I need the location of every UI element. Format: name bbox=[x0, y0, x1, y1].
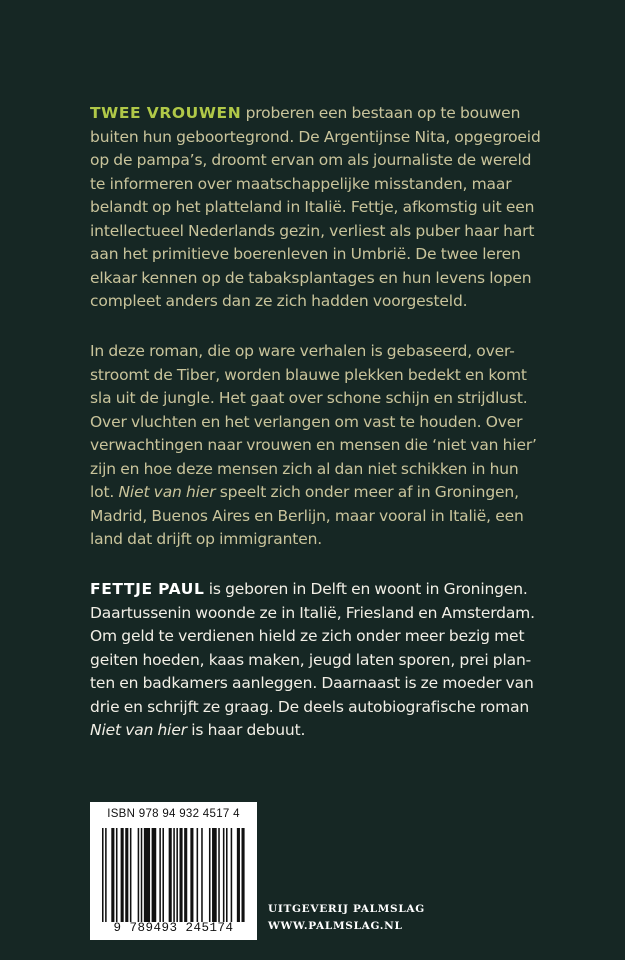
description-paragraph: TWEE VROUWEN proberen een bestaan op te bouwen buiten hun geboortegrond. De Argentijnse Nita, opgegroeid op de pampa’s, droomt ervan om als journaliste de wereld te informeren over maatschappelijke misstanden, maar belandt op het platteland in Italië. Fettje, afkomstig uit een intellectueel Nederlands gezin, verliest als puber haar hart aan het primitieve boerenleven in Umbrië. De twee leren elkaar kennen op de tabaksplantages en hun levens lopen compleet anders dan ze zich hadden voorgesteld. bbox=[90, 104, 541, 310]
barcode-bar bbox=[116, 828, 118, 922]
barcode-bar bbox=[111, 828, 114, 922]
barcode-bar bbox=[173, 828, 175, 922]
barcode-digits: 9 789493 245174 bbox=[113, 921, 234, 935]
barcode-bar bbox=[159, 828, 161, 922]
barcode-bar bbox=[218, 828, 220, 922]
barcode-bar bbox=[242, 828, 245, 922]
publisher-name: UITGEVERIJ PALMSLAG bbox=[268, 903, 425, 915]
barcode-bar bbox=[212, 828, 217, 922]
barcode-bar bbox=[162, 828, 164, 922]
author-name: FETTJE PAUL bbox=[90, 580, 205, 598]
barcode-bar bbox=[197, 828, 199, 922]
barcode-bar bbox=[184, 828, 187, 922]
publisher-url: WWW.PALMSLAG.NL bbox=[268, 920, 403, 932]
author-bio-paragraph: FETTJE PAUL is geboren in Delft en woont in Groningen. Daartussenin woonde ze in Italië, Friesland en Amsterdam. Om geld te verdienen hield ze zich onder meer bezig met geiten hoeden, kaas maken, jeugd laten sporen, prei plan- ten en badkamers aanleggen. Daarnaast is ze moeder van drie en schrijft ze graag. De deels autobiografische roman Niet van hier is haar debuut. bbox=[90, 580, 535, 739]
barcode-bar bbox=[190, 828, 193, 922]
barcode-bar bbox=[144, 828, 150, 922]
barcode-bar bbox=[125, 828, 128, 922]
barcode-bar bbox=[105, 828, 107, 922]
barcode-bar bbox=[152, 828, 157, 922]
isbn-barcode bbox=[90, 802, 257, 940]
barcode-bar bbox=[209, 828, 211, 922]
lead-twee-vrouwen: TWEE VROUWEN bbox=[90, 104, 242, 122]
book-title-italic: Niet van hier bbox=[118, 483, 216, 501]
barcode-bar bbox=[237, 828, 240, 922]
barcode-bar bbox=[201, 828, 203, 922]
barcode-bar bbox=[169, 828, 172, 922]
barcode-bar bbox=[121, 828, 124, 922]
barcode-bar bbox=[141, 828, 143, 922]
summary-paragraph: In deze roman, die op ware verhalen is gebaseerd, over- stroomt de Tiber, worden blauwe plekken bedekt en komt sla uit de jungle. Het gaat over schone schijn en strijdlust. Over vluchten en het verlangen om vast te houden. Over verwachtingen naar vrouwen en mensen die ‘niet van hier’ zijn en hoe deze mensen zich al dan niet schikken in hun lot. Niet van hier speelt zich onder meer af in Groningen, Madrid, Buenos Aires en Berlijn, maar vooral in Italië, een land dat drijft op immigranten. bbox=[90, 342, 537, 548]
barcode-bar bbox=[180, 828, 183, 922]
barcode-bar bbox=[138, 828, 140, 922]
barcode-bar bbox=[231, 828, 233, 922]
book-title-italic: Niet van hier bbox=[90, 721, 187, 739]
isbn-label: ISBN 978 94 932 4517 4 bbox=[107, 808, 240, 820]
barcode-bar bbox=[226, 828, 228, 922]
barcode-bar bbox=[223, 828, 225, 922]
barcode-bar bbox=[176, 828, 178, 922]
barcode-bar bbox=[130, 828, 132, 922]
barcode-bars bbox=[100, 828, 247, 924]
publisher-block bbox=[268, 901, 425, 935]
barcode-bar bbox=[102, 828, 104, 922]
